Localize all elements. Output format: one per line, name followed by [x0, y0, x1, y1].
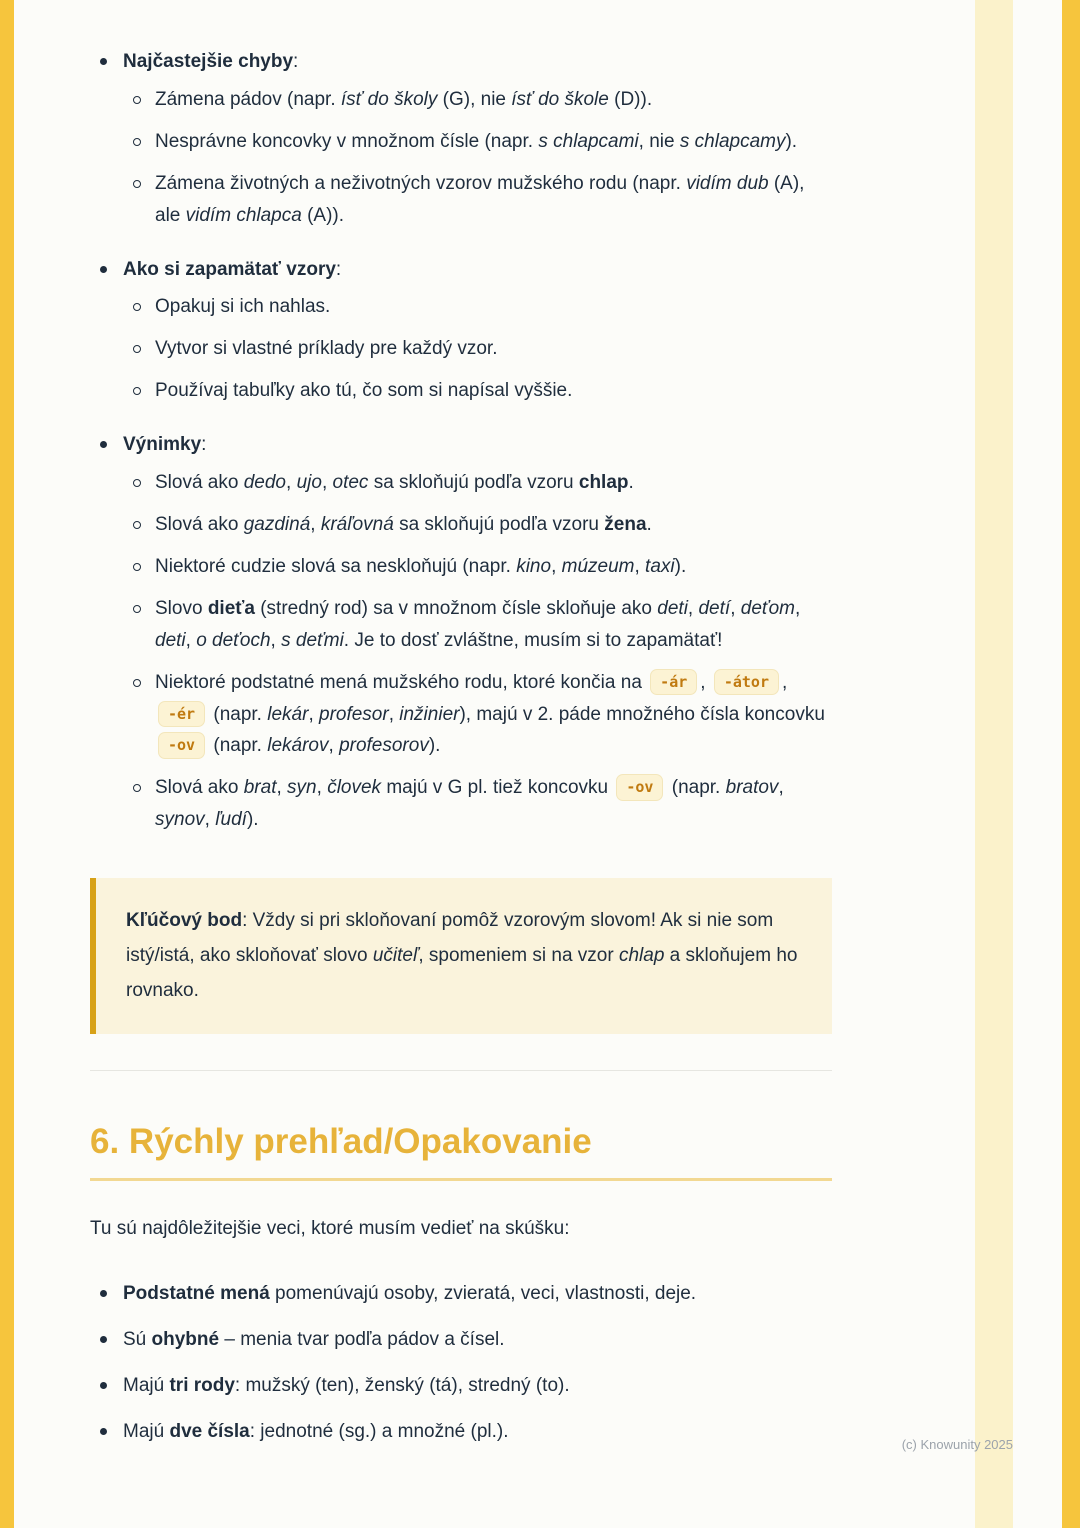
main-list: [90, 46, 832, 836]
list-item: Zámena pádov (napr. ísť do školy (G), nie ísť do škole (D)).: [123, 84, 832, 116]
list-item: Vytvor si vlastné príklady pre každý vzor.: [123, 333, 832, 365]
list-item-title: Výnimky:: [123, 434, 207, 456]
list-item: [90, 254, 832, 408]
list-item: Slová ako dedo, ujo, otec sa skloňujú podľa vzoru chlap.: [123, 467, 832, 499]
list-item: Majú dve čísla: jednotné (sg.) a množné (pl.).: [90, 1416, 832, 1448]
list-item: Sú ohybné – menia tvar podľa pádov a čísel.: [90, 1324, 832, 1356]
list-item: Niektoré cudzie slová sa neskloňujú (napr. kino, múzeum, taxi).: [123, 551, 832, 583]
document-content: [90, 46, 832, 1462]
intro-paragraph: Tu sú najdôležitejšie veci, ktoré musím vedieť na skúšku:: [90, 1217, 570, 1239]
page-right-border: [1062, 0, 1080, 1528]
list-item: Niektoré podstatné mená mužského rodu, ktoré končia na -ár , -átor , -ér (napr. lekár, profesor, inžinier), majú v 2. páde množného čísla koncovku -ov (napr. lekárov, profesorov).: [123, 667, 832, 763]
summary-list: [90, 1278, 832, 1448]
list-item-title: Najčastejšie chyby:: [123, 51, 299, 72]
list-item: Používaj tabuľky ako tú, čo som si napísal vyššie.: [123, 375, 832, 407]
footer-copyright: (c) Knowunity 2025: [901, 1437, 1013, 1452]
list-item: Zámena životných a neživotných vzorov mužského rodu (napr. vidím dub (A), ale vidím chlapca (A)).: [123, 168, 832, 232]
sub-list: [123, 467, 832, 836]
heading-underline: [90, 1178, 832, 1181]
callout-text: Kľúčový bod: Vždy si pri skloňovaní pomôž vzorovým slovom! Ak si nie som istý/istá, ako skloňovať slovo učiteľ, spomeniem si na vzor chlap a skloňujem ho rovnako.: [126, 910, 798, 1002]
page-margin-strip: [975, 0, 1013, 1528]
section-divider: [90, 1070, 832, 1071]
list-item: [90, 46, 832, 232]
section-heading: 6. Rýchly prehľad/Opakovanie: [90, 1121, 592, 1161]
list-item-title: Ako si zapamätať vzory:: [123, 258, 342, 280]
list-item: Slová ako gazdiná, kráľovná sa skloňujú podľa vzoru žena.: [123, 509, 832, 541]
list-item: [90, 429, 832, 836]
list-item: Slová ako brat, syn, človek majú v G pl. tiež koncovku -ov (napr. bratov, synov, ľudí).: [123, 772, 832, 836]
key-point-callout: [90, 878, 832, 1033]
list-item: Slovo dieťa (stredný rod) sa v množnom čísle skloňuje ako deti, detí, deťom, deti, o deťoch, s deťmi. Je to dosť zvláštne, musím si to zapamätať!: [123, 593, 832, 657]
page-left-border: [0, 0, 14, 1528]
list-item: Majú tri rody: mužský (ten), ženský (tá), stredný (to).: [90, 1370, 832, 1402]
list-item: Opakuj si ich nahlas.: [123, 291, 832, 323]
list-item: Podstatné mená pomenúvajú osoby, zvieratá, veci, vlastnosti, deje.: [90, 1278, 832, 1310]
sub-list: [123, 84, 832, 232]
sub-list: [123, 291, 832, 407]
list-item: Nesprávne koncovky v množnom čísle (napr. s chlapcami, nie s chlapcamy).: [123, 126, 832, 158]
